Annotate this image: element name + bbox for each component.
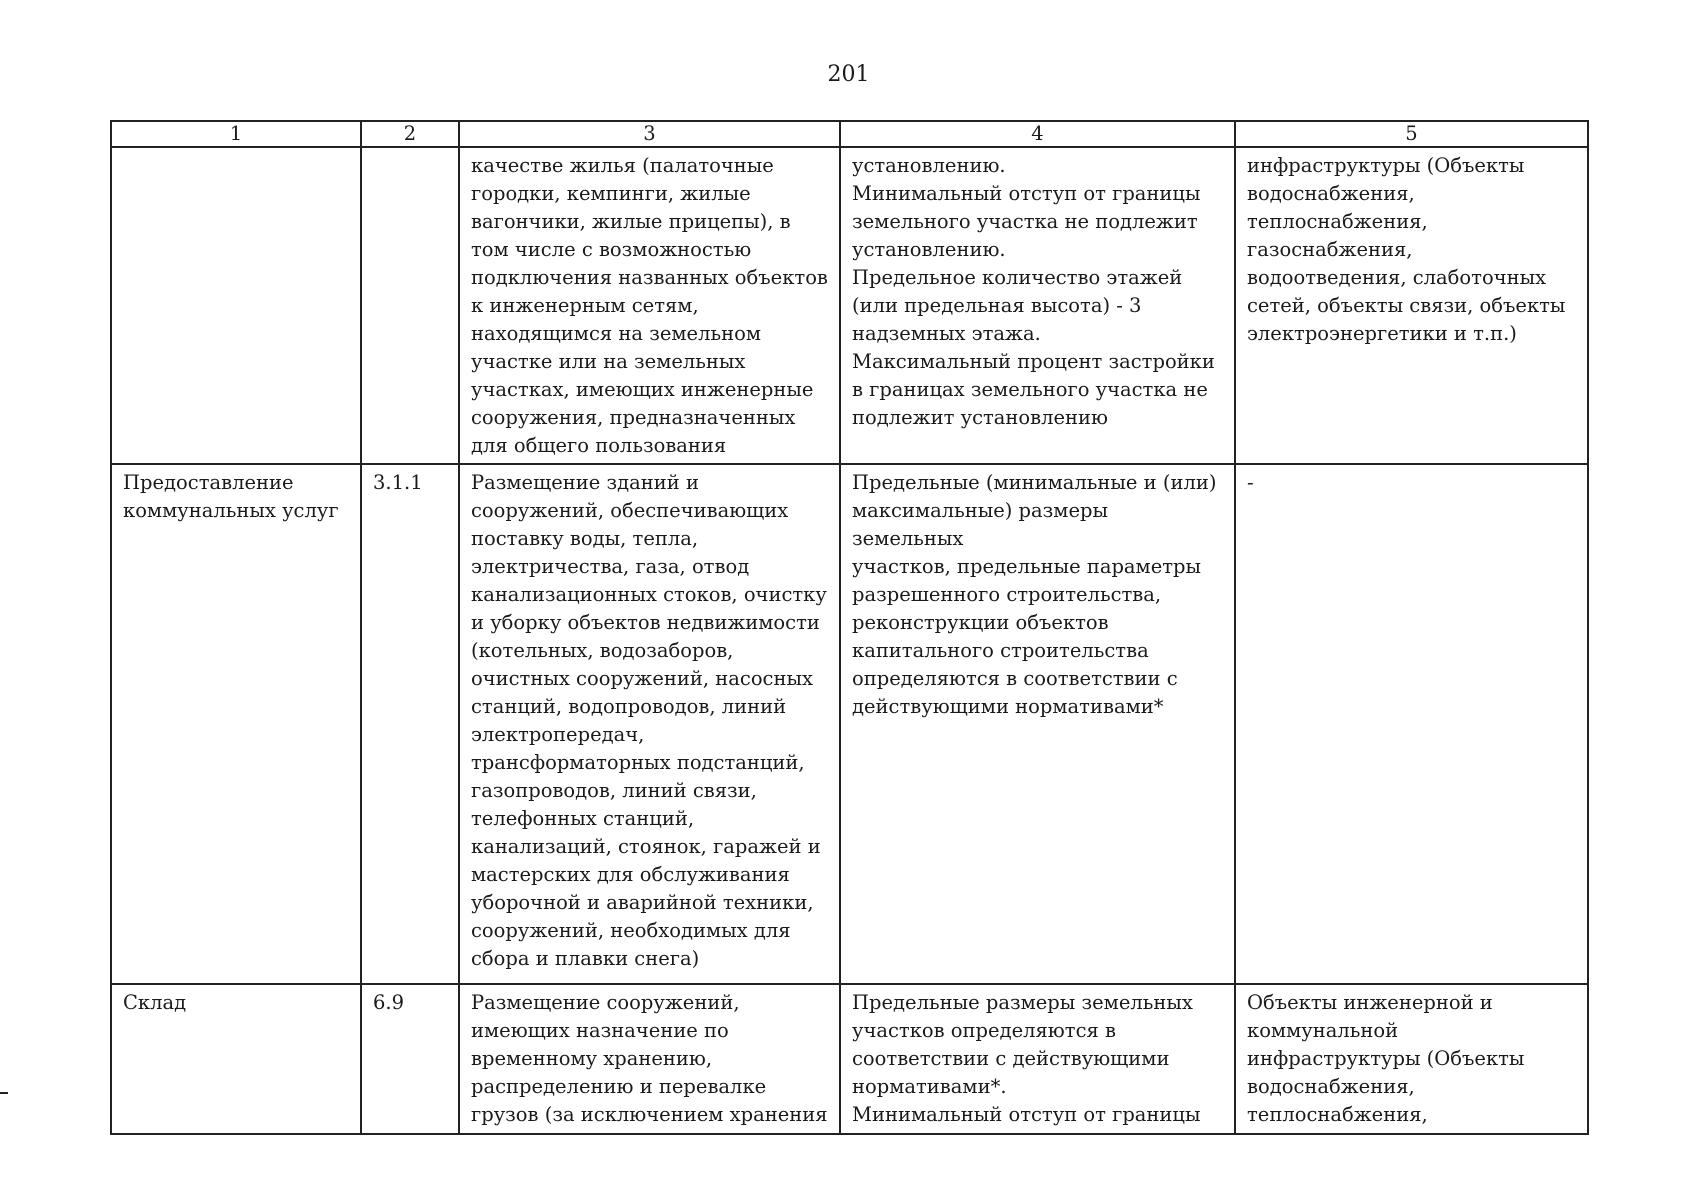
cell-text: Склад bbox=[123, 991, 187, 1014]
table-row bbox=[111, 464, 1588, 984]
cell-use-type bbox=[111, 984, 361, 1134]
table-row bbox=[111, 147, 1588, 464]
page-number: 201 bbox=[827, 62, 870, 87]
cell-related-objects bbox=[1235, 464, 1588, 984]
header-col-2: 2 bbox=[361, 121, 459, 147]
cell-related-objects bbox=[1235, 147, 1588, 464]
table-row bbox=[111, 984, 1588, 1134]
cell-parameters bbox=[840, 464, 1235, 984]
table-body bbox=[111, 147, 1588, 1134]
cell-text: установлению. Минимальный отступ от границы земельного участка не подлежит установлению. Предельное количество этажей (или предельная высота) - 3 надземных этажа. Максимальный процент застройки в границах земельного участка не подлежит установлению bbox=[852, 154, 1215, 429]
cell-text: Объекты инженерной и коммунальной инфраструктуры (Объекты водоснабжения, теплоснабжения, bbox=[1247, 991, 1525, 1126]
cell-code bbox=[361, 984, 459, 1134]
cell-parameters bbox=[840, 984, 1235, 1134]
header-col-3: 3 bbox=[459, 121, 840, 147]
header-col-4: 4 bbox=[840, 121, 1235, 147]
cell-code bbox=[361, 464, 459, 984]
cell-parameters bbox=[840, 147, 1235, 464]
cell-text: Предоставление коммунальных услуг bbox=[123, 471, 339, 522]
cell-use-type bbox=[111, 147, 361, 464]
cell-text: инфраструктуры (Объекты водоснабжения, теплоснабжения, газоснабжения, водоотведения, слаботочных сетей, объекты связи, объекты электроэнергетики и т.п.) bbox=[1247, 154, 1566, 345]
cell-text: Размещение сооружений, имеющих назначение по временному хранению, распределению и перевалке грузов (за исключением хранения bbox=[471, 991, 828, 1126]
cell-text: 3.1.1 bbox=[373, 471, 423, 494]
cell-code bbox=[361, 147, 459, 464]
cell-text: Предельные (минимальные и (или) максимальные) размеры земельных участков, предельные параметры разрешенного строительства, реконструкции объектов капитального строительства определяются в соответствии с действующими нормативами* bbox=[852, 471, 1217, 718]
header-col-1: 1 bbox=[111, 121, 361, 147]
cell-text: качестве жилья (палаточные городки, кемпинги, жилые вагончики, жилые прицепы), в том числе с возможностью подключения названных объектов к инженерным сетям, находящимся на земельном участке или на земельных участках, имеющих инженерные сооружения, предназначенных для общего пользования bbox=[471, 154, 828, 457]
regulations-table bbox=[110, 120, 1589, 1135]
cell-text: - bbox=[1247, 471, 1254, 494]
margin-mark bbox=[0, 1092, 8, 1094]
header-col-5: 5 bbox=[1235, 121, 1588, 147]
cell-description bbox=[459, 147, 840, 464]
cell-related-objects bbox=[1235, 984, 1588, 1134]
cell-text: Размещение зданий и сооружений, обеспечивающих поставку воды, тепла, электричества, газа, отвод канализационных стоков, очистку и уборку объектов недвижимости (котельных, водозаборов, очистных сооружений, насосных станций, водопроводов, линий электропередач, трансформаторных подстанций, газопроводов, линий связи, телефонных станций, канализаций, стоянок, гаражей и мастерских для обслуживания уборочной и аварийной техники, сооружений, необходимых для сбора и плавки снега) bbox=[471, 471, 827, 970]
header-row bbox=[111, 121, 1588, 147]
cell-text: 6.9 bbox=[373, 991, 405, 1014]
cell-text: Предельные размеры земельных участков определяются в соответствии с действующими нормативами*. Минимальный отступ от границы bbox=[852, 991, 1201, 1126]
cell-use-type bbox=[111, 464, 361, 984]
table-header bbox=[111, 121, 1588, 147]
cell-description bbox=[459, 464, 840, 984]
cell-description bbox=[459, 984, 840, 1134]
